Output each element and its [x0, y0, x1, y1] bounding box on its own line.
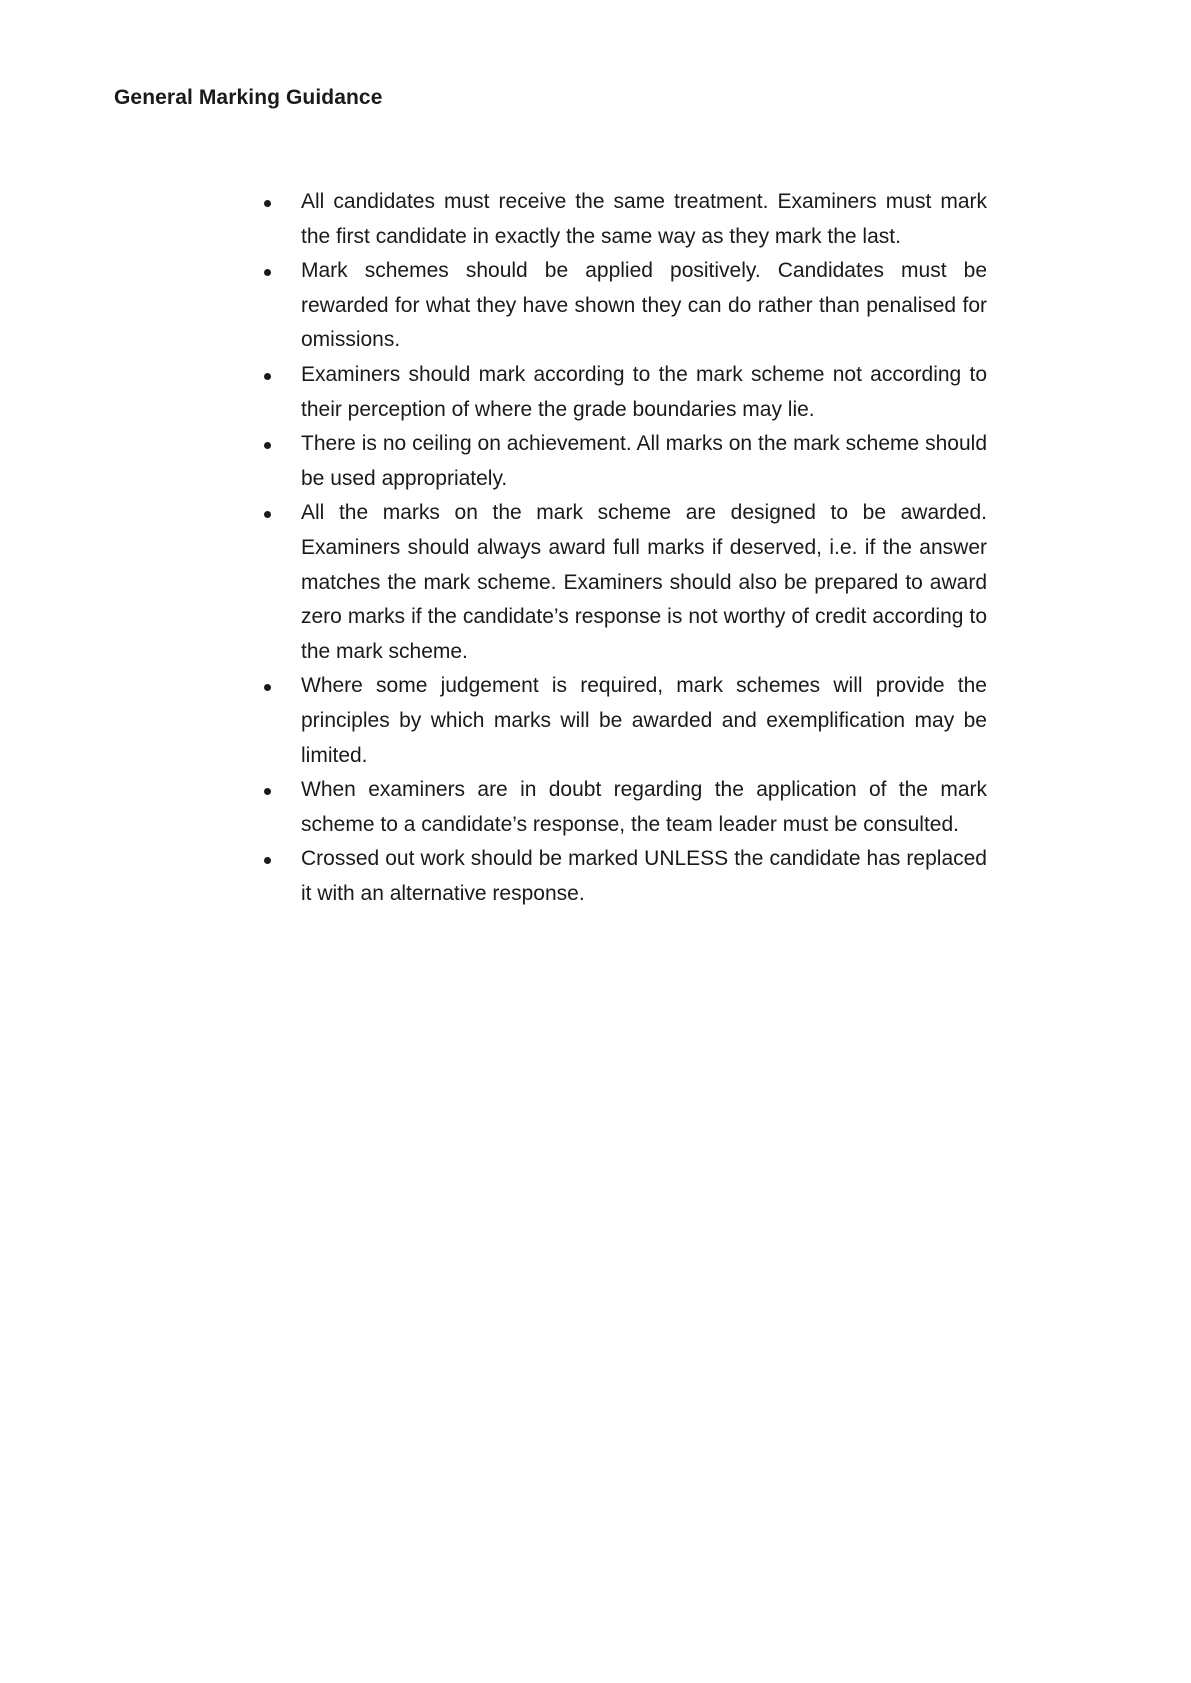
guidance-item-text: All candidates must receive the same treatment. Examiners must mark the first candidate in exactly the same way as they mark the last. [301, 190, 987, 248]
guidance-item [264, 185, 987, 254]
guidance-item [264, 358, 987, 427]
guidance-item-text: Mark schemes should be applied positively. Candidates must be rewarded for what they have shown they can do rather than penalised for omissions. [301, 259, 987, 352]
guidance-item [264, 669, 987, 773]
bullet-icon [264, 857, 271, 864]
bullet-icon [264, 269, 271, 276]
bullet-icon [264, 684, 271, 691]
guidance-item-text: Crossed out work should be marked UNLESS the candidate has replaced it with an alternative response. [301, 847, 987, 905]
bullet-icon [264, 200, 271, 207]
guidance-item-text: Where some judgement is required, mark schemes will provide the principles by which marks will be awarded and exemplification may be limited. [301, 674, 987, 767]
page-heading: General Marking Guidance [114, 86, 383, 109]
guidance-item-text: When examiners are in doubt regarding the application of the mark scheme to a candidate’s response, the team leader must be consulted. [301, 778, 987, 836]
bullet-icon [264, 442, 271, 449]
guidance-item-text: All the marks on the mark scheme are designed to be awarded. Examiners should always award full marks if deserved, i.e. if the answer matches the mark scheme. Examiners should also be prepared to award zero marks if the candidate’s response is not worthy of credit according to the mark scheme. [301, 501, 987, 663]
guidance-list [264, 185, 987, 911]
guidance-item [264, 254, 987, 358]
bullet-icon [264, 511, 271, 518]
guidance-item [264, 496, 987, 669]
guidance-item [264, 842, 987, 911]
guidance-item [264, 427, 987, 496]
guidance-item-text: Examiners should mark according to the mark scheme not according to their perception of where the grade boundaries may lie. [301, 362, 987, 421]
bullet-icon [264, 788, 271, 795]
bullet-icon [264, 373, 271, 380]
guidance-item-text: There is no ceiling on achievement. All marks on the mark scheme should be used appropriately. [301, 432, 987, 490]
guidance-item [264, 773, 987, 842]
